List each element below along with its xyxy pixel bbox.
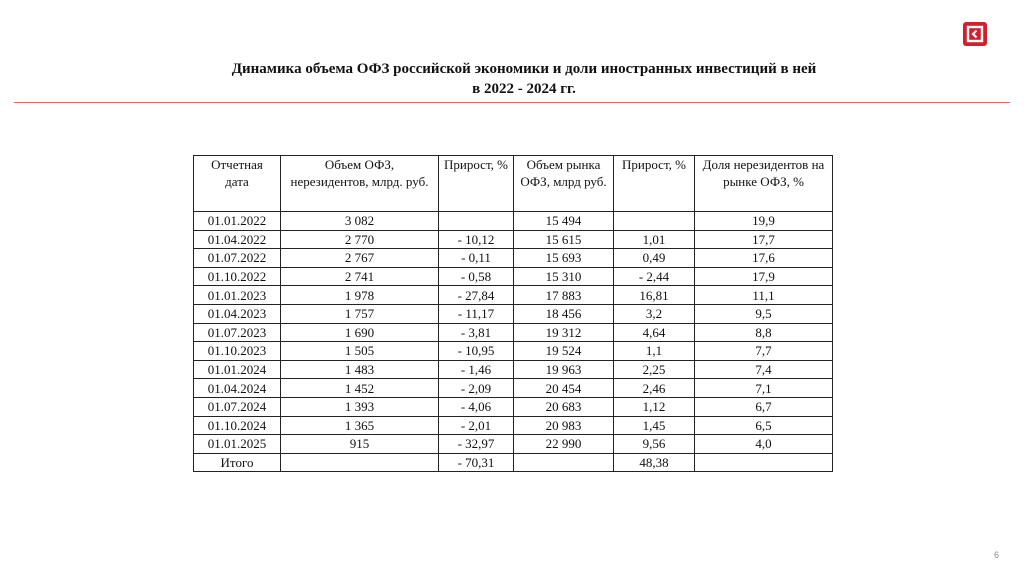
cell-nonres-volume: 3 082: [281, 212, 439, 231]
title-part: ОФЗ: [356, 61, 390, 77]
cell-growth: - 70,31: [439, 453, 514, 472]
cell-date: 01.01.2022: [194, 212, 281, 231]
cell-nonres-share: 11,1: [695, 286, 833, 305]
cell-nonres-volume: 1 757: [281, 304, 439, 323]
cell-date: Итого: [194, 453, 281, 472]
cell-nonres-volume: 2 741: [281, 267, 439, 286]
cell-nonres-share: 8,8: [695, 323, 833, 342]
cell-nonres-volume: 1 452: [281, 379, 439, 398]
table-row: [194, 360, 833, 379]
table-row: [194, 397, 833, 416]
ofz-data-table: [193, 155, 833, 472]
cell-market-volume: 15 494: [514, 212, 614, 231]
cell-growth: - 32,97: [439, 435, 514, 454]
cell-nonres-share: 6,7: [695, 397, 833, 416]
table-row: [194, 342, 833, 361]
cell-growth: - 4,06: [439, 397, 514, 416]
cell-date: 01.01.2024: [194, 360, 281, 379]
table-row: [194, 230, 833, 249]
cell-market-growth: 48,38: [614, 453, 695, 472]
cell-market-volume: 15 310: [514, 267, 614, 286]
header-cell-market-volume: Объем рынка ОФЗ, млрд руб.: [514, 156, 614, 212]
cell-growth: - 2,09: [439, 379, 514, 398]
cell-growth: - 0,11: [439, 249, 514, 268]
cell-market-growth: 0,49: [614, 249, 695, 268]
cell-date: 01.04.2024: [194, 379, 281, 398]
cell-market-growth: 2,25: [614, 360, 695, 379]
title-line-2: в 2022 - 2024 гг.: [472, 81, 576, 97]
cell-nonres-volume: 2 767: [281, 249, 439, 268]
cell-nonres-share: 7,1: [695, 379, 833, 398]
cell-nonres-volume: 1 365: [281, 416, 439, 435]
cell-market-volume: 19 963: [514, 360, 614, 379]
cell-nonres-share: 7,7: [695, 342, 833, 361]
cell-nonres-volume: 1 483: [281, 360, 439, 379]
cell-date: 01.04.2022: [194, 230, 281, 249]
table-row: [194, 286, 833, 305]
cell-market-growth: 3,2: [614, 304, 695, 323]
cell-market-volume: 19 524: [514, 342, 614, 361]
cell-nonres-share: 17,9: [695, 267, 833, 286]
cell-market-growth: 1,45: [614, 416, 695, 435]
page-number: 6: [994, 550, 1000, 560]
cell-growth: - 10,12: [439, 230, 514, 249]
cell-nonres-volume: 1 978: [281, 286, 439, 305]
cell-nonres-volume: 915: [281, 435, 439, 454]
cell-growth: - 1,46: [439, 360, 514, 379]
table-row: [194, 267, 833, 286]
table-row: [194, 379, 833, 398]
cell-growth: [439, 212, 514, 231]
cell-market-volume: 22 990: [514, 435, 614, 454]
cell-market-volume: 20 983: [514, 416, 614, 435]
title-line-1: [0, 59, 1024, 79]
header-cell-nonres-share: Доля нерезидентов на рынке ОФЗ, %: [695, 156, 833, 212]
cell-date: 01.10.2022: [194, 267, 281, 286]
cell-date: 01.04.2023: [194, 304, 281, 323]
cell-growth: - 10,95: [439, 342, 514, 361]
cell-date: 01.10.2023: [194, 342, 281, 361]
cell-nonres-volume: [281, 453, 439, 472]
cell-nonres-volume: 1 393: [281, 397, 439, 416]
logo-back-icon[interactable]: [963, 22, 987, 46]
cell-growth: - 11,17: [439, 304, 514, 323]
table-row: [194, 323, 833, 342]
cell-market-growth: 2,46: [614, 379, 695, 398]
title-divider: [14, 102, 1010, 103]
table-row: [194, 249, 833, 268]
cell-nonres-share: 4,0: [695, 435, 833, 454]
cell-market-volume: [514, 453, 614, 472]
cell-market-volume: 20 683: [514, 397, 614, 416]
header-cell-nonres-volume: Объем ОФЗ, нерезидентов, млрд. руб.: [281, 156, 439, 212]
header-cell-growth: Прирост, %: [439, 156, 514, 212]
cell-date: 01.07.2024: [194, 397, 281, 416]
cell-nonres-volume: 2 770: [281, 230, 439, 249]
cell-market-growth: 1,12: [614, 397, 695, 416]
cell-growth: - 27,84: [439, 286, 514, 305]
cell-nonres-share: 6,5: [695, 416, 833, 435]
header-cell-date: Отчетная дата: [194, 156, 281, 212]
cell-nonres-share: 17,7: [695, 230, 833, 249]
cell-nonres-share: 17,6: [695, 249, 833, 268]
cell-market-volume: 19 312: [514, 323, 614, 342]
cell-nonres-volume: 1 690: [281, 323, 439, 342]
cell-market-growth: - 2,44: [614, 267, 695, 286]
page-title: [0, 59, 1024, 99]
cell-date: 01.07.2022: [194, 249, 281, 268]
cell-market-volume: 18 456: [514, 304, 614, 323]
cell-date: 01.01.2023: [194, 286, 281, 305]
cell-date: 01.07.2023: [194, 323, 281, 342]
table-header-row: [194, 156, 833, 212]
cell-nonres-share: [695, 453, 833, 472]
table-row: [194, 304, 833, 323]
cell-nonres-share: 9,5: [695, 304, 833, 323]
cell-market-growth: 1,01: [614, 230, 695, 249]
table-row: [194, 212, 833, 231]
title-part: Динамика объема: [231, 61, 357, 77]
cell-market-volume: 15 615: [514, 230, 614, 249]
cell-nonres-share: 19,9: [695, 212, 833, 231]
header-cell-market-growth: Прирост, %: [614, 156, 695, 212]
cell-growth: - 0,58: [439, 267, 514, 286]
cell-market-growth: 16,81: [614, 286, 695, 305]
cell-market-volume: 20 454: [514, 379, 614, 398]
cell-growth: - 2,01: [439, 416, 514, 435]
cell-nonres-share: 7,4: [695, 360, 833, 379]
cell-market-growth: 9,56: [614, 435, 695, 454]
cell-market-growth: 4,64: [614, 323, 695, 342]
cell-nonres-volume: 1 505: [281, 342, 439, 361]
cell-growth: - 3,81: [439, 323, 514, 342]
cell-market-growth: 1,1: [614, 342, 695, 361]
title-part: российской экономики и доли иностранных инвестиций в ней: [389, 61, 817, 77]
cell-market-growth: [614, 212, 695, 231]
table-row: [194, 416, 833, 435]
cell-market-volume: 15 693: [514, 249, 614, 268]
table-row: [194, 435, 833, 454]
cell-market-volume: 17 883: [514, 286, 614, 305]
chevron-left-icon: [963, 22, 987, 46]
table-row: [194, 453, 833, 472]
cell-date: 01.10.2024: [194, 416, 281, 435]
cell-date: 01.01.2025: [194, 435, 281, 454]
